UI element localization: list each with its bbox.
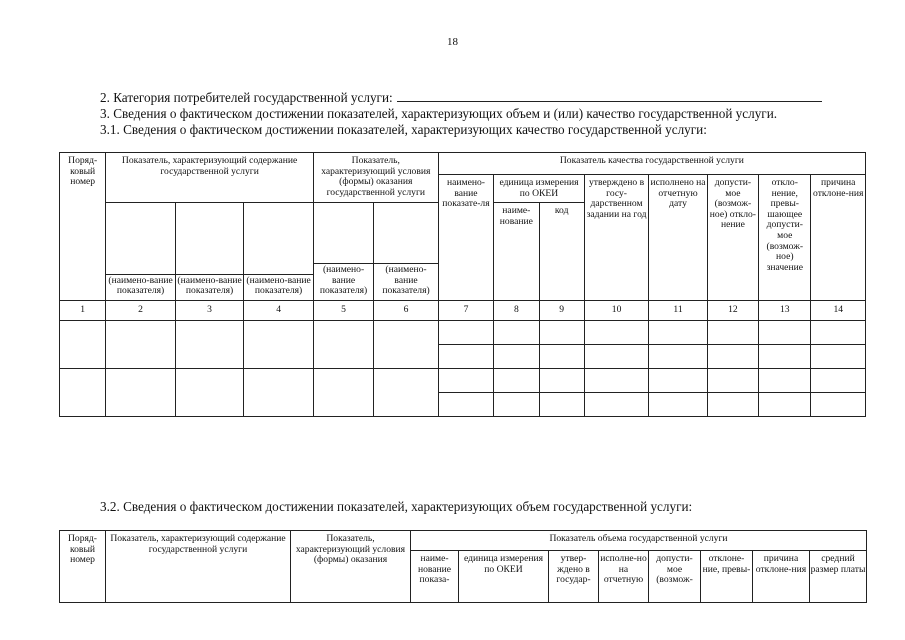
indicator-name-text: (наимено-вание показателя): [177, 274, 242, 297]
column-number: 14: [811, 301, 866, 321]
header-quality-name: наимено-вание показате-ля: [438, 175, 493, 301]
indicator-name-text: (наимено-вание показателя): [314, 263, 373, 297]
empty-cell[interactable]: [374, 321, 438, 369]
empty-cell[interactable]: [649, 369, 707, 393]
empty-cell[interactable]: [539, 345, 584, 369]
empty-cell[interactable]: [811, 345, 866, 369]
header-volume-indicator: Показатель объема государственной услуги: [411, 531, 867, 551]
empty-cell[interactable]: [811, 393, 866, 417]
header-quality-unit: единица измерения по ОКЕИ: [494, 175, 585, 203]
empty-cell[interactable]: [584, 393, 648, 417]
empty-cell[interactable]: [494, 369, 539, 393]
empty-cell[interactable]: [584, 369, 648, 393]
indicator-name-text: (наимено-вание показателя): [106, 274, 175, 297]
empty-cell[interactable]: [494, 321, 539, 345]
page-number: 18: [447, 36, 458, 48]
empty-cell[interactable]: [811, 321, 866, 345]
empty-cell[interactable]: [438, 369, 493, 393]
empty-cell[interactable]: [244, 369, 314, 417]
header-content-indicator: Показатель, характеризующий содержание государственной услуги: [106, 531, 291, 603]
column-number-row: [60, 301, 866, 321]
empty-cell[interactable]: [649, 321, 707, 345]
empty-cell[interactable]: [539, 369, 584, 393]
header-volume-done: исполне-но на отчетную: [599, 551, 649, 603]
empty-cell[interactable]: [175, 321, 244, 369]
indicator-name-2: [106, 203, 176, 301]
header-quality-excess: откло-нение, превы-шающее допусти-мое (возмож-ное) значение: [759, 175, 811, 301]
empty-cell[interactable]: [759, 369, 811, 393]
header-volume-excess: отклоне-ние, превы-: [701, 551, 753, 603]
empty-cell[interactable]: [60, 321, 106, 369]
empty-cell[interactable]: [175, 369, 244, 417]
empty-cell[interactable]: [707, 369, 758, 393]
quality-heading: 3.1. Сведения о фактическом достижении показателей, характеризующих качество государственной услуги:: [100, 122, 707, 137]
empty-cell[interactable]: [438, 393, 493, 417]
empty-cell[interactable]: [584, 321, 648, 345]
empty-cell[interactable]: [60, 369, 106, 417]
header-volume-average-fee: средний размер платы: [810, 551, 867, 603]
header-order-number: Поряд-ковый номер: [60, 531, 106, 603]
column-number: 10: [584, 301, 648, 321]
header-unit-name: наиме-нование: [494, 203, 539, 301]
empty-cell[interactable]: [539, 321, 584, 345]
header-volume-unit: единица измерения по ОКЕИ: [459, 551, 549, 603]
empty-cell[interactable]: [539, 393, 584, 417]
quality-indicators-table: [59, 152, 866, 417]
empty-cell[interactable]: [707, 393, 758, 417]
empty-cell[interactable]: [649, 345, 707, 369]
indicator-name-6: [374, 203, 438, 301]
volume-heading: 3.2. Сведения о фактическом достижении показателей, характеризующих объем государственной услуги:: [100, 499, 693, 514]
empty-cell[interactable]: [438, 321, 493, 345]
column-number: 6: [374, 301, 438, 321]
header-unit-code: код: [539, 203, 584, 301]
indicator-name-3: [175, 203, 244, 301]
empty-cell[interactable]: [106, 321, 176, 369]
empty-cell[interactable]: [649, 393, 707, 417]
header-conditions-indicator: Показатель, характеризующий условия (формы) оказания государственной услуги: [313, 153, 438, 203]
consumer-category-blank: [397, 90, 822, 102]
consumer-category-label: 2. Категория потребителей государственной услуги:: [100, 90, 393, 105]
empty-cell[interactable]: [759, 321, 811, 345]
indicator-name-text: (наимено-вание показателя): [374, 263, 437, 297]
empty-cell[interactable]: [759, 393, 811, 417]
column-number: 8: [494, 301, 539, 321]
empty-cell[interactable]: [244, 321, 314, 369]
column-number: 1: [60, 301, 106, 321]
table-row: [60, 369, 866, 393]
header-quality-approved: утверждено в госу-дарственном задании на год: [584, 175, 648, 301]
column-number: 9: [539, 301, 584, 321]
empty-cell[interactable]: [494, 393, 539, 417]
empty-cell[interactable]: [759, 345, 811, 369]
empty-cell[interactable]: [313, 321, 373, 369]
header-quality-allowed: допусти-мое (возмож-ное) откло-нение: [707, 175, 758, 301]
column-number: 12: [707, 301, 758, 321]
empty-cell[interactable]: [106, 369, 176, 417]
header-volume-approved: утвер-ждено в государ-: [549, 551, 599, 603]
header-conditions-indicator: Показатель, характеризующий условия (формы) оказания: [291, 531, 411, 603]
header-volume-reason: причина отклоне-ния: [753, 551, 810, 603]
header-order-number: Поряд-ковый номер: [60, 153, 106, 301]
table-row: [60, 321, 866, 345]
header-volume-name: наиме-нование показа-: [411, 551, 459, 603]
indicator-name-4: [244, 203, 314, 301]
column-number: 7: [438, 301, 493, 321]
indicator-name-5: [313, 203, 373, 301]
indicator-name-text: (наимено-вание показателя): [244, 274, 313, 297]
header-quality-indicator: Показатель качества государственной услуги: [438, 153, 865, 175]
column-number: 2: [106, 301, 176, 321]
header-quality-done: исполнено на отчетную дату: [649, 175, 707, 301]
consumer-category-line: [100, 90, 822, 106]
column-number: 11: [649, 301, 707, 321]
column-number: 5: [313, 301, 373, 321]
empty-cell[interactable]: [438, 345, 493, 369]
empty-cell[interactable]: [811, 369, 866, 393]
empty-cell[interactable]: [584, 345, 648, 369]
info-heading: 3. Сведения о фактическом достижении показателей, характеризующих объем и (или) качество государственной услуги.: [100, 106, 778, 121]
empty-cell[interactable]: [494, 345, 539, 369]
empty-cell[interactable]: [707, 345, 758, 369]
empty-cell[interactable]: [707, 321, 758, 345]
empty-cell[interactable]: [313, 369, 373, 417]
empty-cell[interactable]: [374, 369, 438, 417]
header-quality-reason: причина отклоне-ния: [811, 175, 866, 301]
column-number: 13: [759, 301, 811, 321]
volume-indicators-table: [59, 530, 867, 603]
column-number: 3: [175, 301, 244, 321]
header-volume-allowed: допусти-мое (возмож-: [649, 551, 701, 603]
header-content-indicator: Показатель, характеризующий содержание государственной услуги: [106, 153, 314, 203]
column-number: 4: [244, 301, 314, 321]
